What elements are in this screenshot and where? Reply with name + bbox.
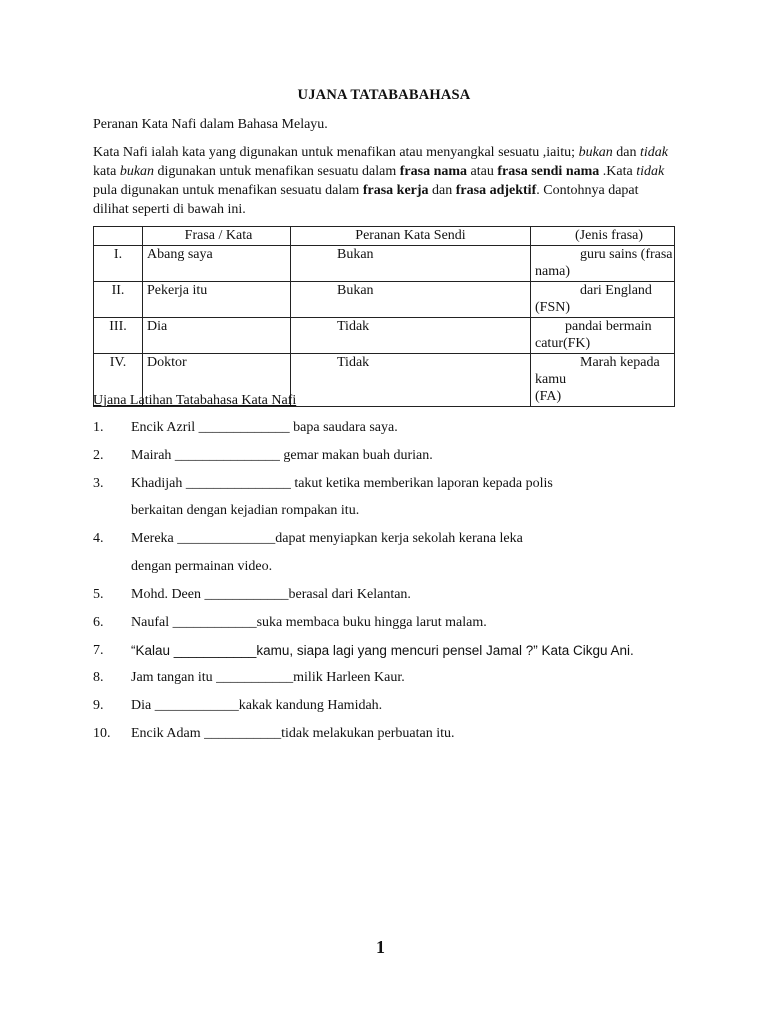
table-row [94, 318, 675, 354]
row-jenis [531, 246, 675, 282]
exercise-title: Ujana Latihan Tatabahasa Kata Nafi [93, 393, 297, 408]
row-frasa: Doktor [143, 354, 291, 407]
row-number: I. [94, 246, 143, 282]
row-jenis [531, 354, 675, 407]
row-frasa: Abang saya [143, 246, 291, 282]
intro-bold: frasa kerja [362, 183, 429, 198]
intro-italic: tidak [636, 164, 665, 179]
intro-italic: tidak [640, 145, 668, 160]
intro-bold: frasa nama [399, 164, 468, 179]
question-text: Jam tangan itu ___________milik Harleen Kaur. [131, 670, 405, 685]
intro-paragraph [93, 143, 675, 219]
question-text: “Kalau ___________kamu, siapa lagi yang mencuri pensel Jamal ?” Kata Cikgu Ani. [131, 643, 634, 658]
row-jenis [531, 318, 675, 354]
table-row [94, 282, 675, 318]
question-number: 2. [93, 448, 104, 463]
question-number: 10. [93, 726, 111, 741]
intro-text: dan [612, 145, 640, 160]
document-title: UJANA TATABABAHASA [297, 87, 471, 103]
intro-bold: frasa adjektif [455, 183, 537, 198]
intro-italic: bukan [578, 145, 613, 160]
intro-text: atau [467, 164, 498, 179]
table-header-row [94, 227, 675, 246]
question-text: Encik Adam ___________tidak melakukan perbuatan itu. [131, 726, 455, 741]
intro-text: kata [93, 164, 120, 179]
intro-bold: frasa sendi nama [497, 164, 600, 179]
row-jenis-line1: guru sains (frasa [580, 247, 673, 262]
question-number: 7. [93, 643, 104, 658]
page-number: 1 [376, 937, 385, 957]
intro-text: dan [428, 183, 456, 198]
intro-text: .Kata [599, 164, 637, 179]
row-jenis [531, 282, 675, 318]
table-row [94, 246, 675, 282]
row-kata: Tidak [291, 318, 531, 354]
frasa-table [93, 226, 675, 407]
row-jenis-line2: nama) [535, 264, 570, 279]
row-kata: Bukan [291, 282, 531, 318]
intro-text: pula digunakan untuk menafikan sesuatu dalam [93, 183, 363, 198]
intro-text: Kata Nafi ialah kata yang digunakan untuk menafikan atau menyangkal sesuatu ,iaitu; [93, 145, 579, 160]
row-kata: Tidak [291, 354, 531, 407]
question-number: 4. [93, 531, 104, 546]
intro-text: . Contohnya dapat dilihat seperti di bawah ini. [93, 183, 639, 217]
row-jenis-line2: catur(FK) [535, 336, 591, 351]
intro-italic: bukan [119, 164, 155, 179]
intro-text: digunakan untuk menafikan sesuatu dalam [154, 164, 400, 179]
row-number: II. [94, 282, 143, 318]
table-header-jenis: (Jenis frasa) [531, 227, 675, 246]
question-continuation: berkaitan dengan kejadian rompakan itu. [131, 503, 360, 518]
question-number: 1. [93, 420, 104, 435]
row-jenis-line1: Marah kepada kamu [535, 355, 660, 387]
question-continuation: dengan permainan video. [131, 559, 273, 574]
question-text: Khadijah _______________ takut ketika memberikan laporan kepada polis [131, 476, 553, 491]
question-text: Naufal ____________suka membaca buku hingga larut malam. [131, 615, 487, 630]
question-text: Mairah _______________ gemar makan buah durian. [131, 448, 433, 463]
row-jenis-line1: dari England (FSN) [535, 283, 652, 315]
table-header-frasa: Frasa / Kata [143, 227, 291, 246]
row-frasa: Dia [143, 318, 291, 354]
question-number: 6. [93, 615, 104, 630]
table-header-kata: Peranan Kata Sendi [291, 227, 531, 246]
row-number: IV. [94, 354, 143, 407]
question-text: Mereka ______________dapat menyiapkan kerja sekolah kerana leka [131, 531, 523, 546]
document-subtitle: Peranan Kata Nafi dalam Bahasa Melayu. [93, 117, 328, 132]
row-jenis-line1: pandai bermain [565, 319, 652, 334]
row-kata: Bukan [291, 246, 531, 282]
question-text: Mohd. Deen ____________berasal dari Kelantan. [131, 587, 411, 602]
question-number: 9. [93, 698, 104, 713]
row-number: III. [94, 318, 143, 354]
question-number: 8. [93, 670, 104, 685]
question-number: 5. [93, 587, 104, 602]
question-number: 3. [93, 476, 104, 491]
question-text: Encik Azril _____________ bapa saudara saya. [131, 420, 398, 435]
row-frasa: Pekerja itu [143, 282, 291, 318]
table-header-num [94, 227, 143, 246]
question-text: Dia ____________kakak kandung Hamidah. [131, 698, 383, 713]
row-jenis-line2: (FA) [535, 389, 562, 404]
